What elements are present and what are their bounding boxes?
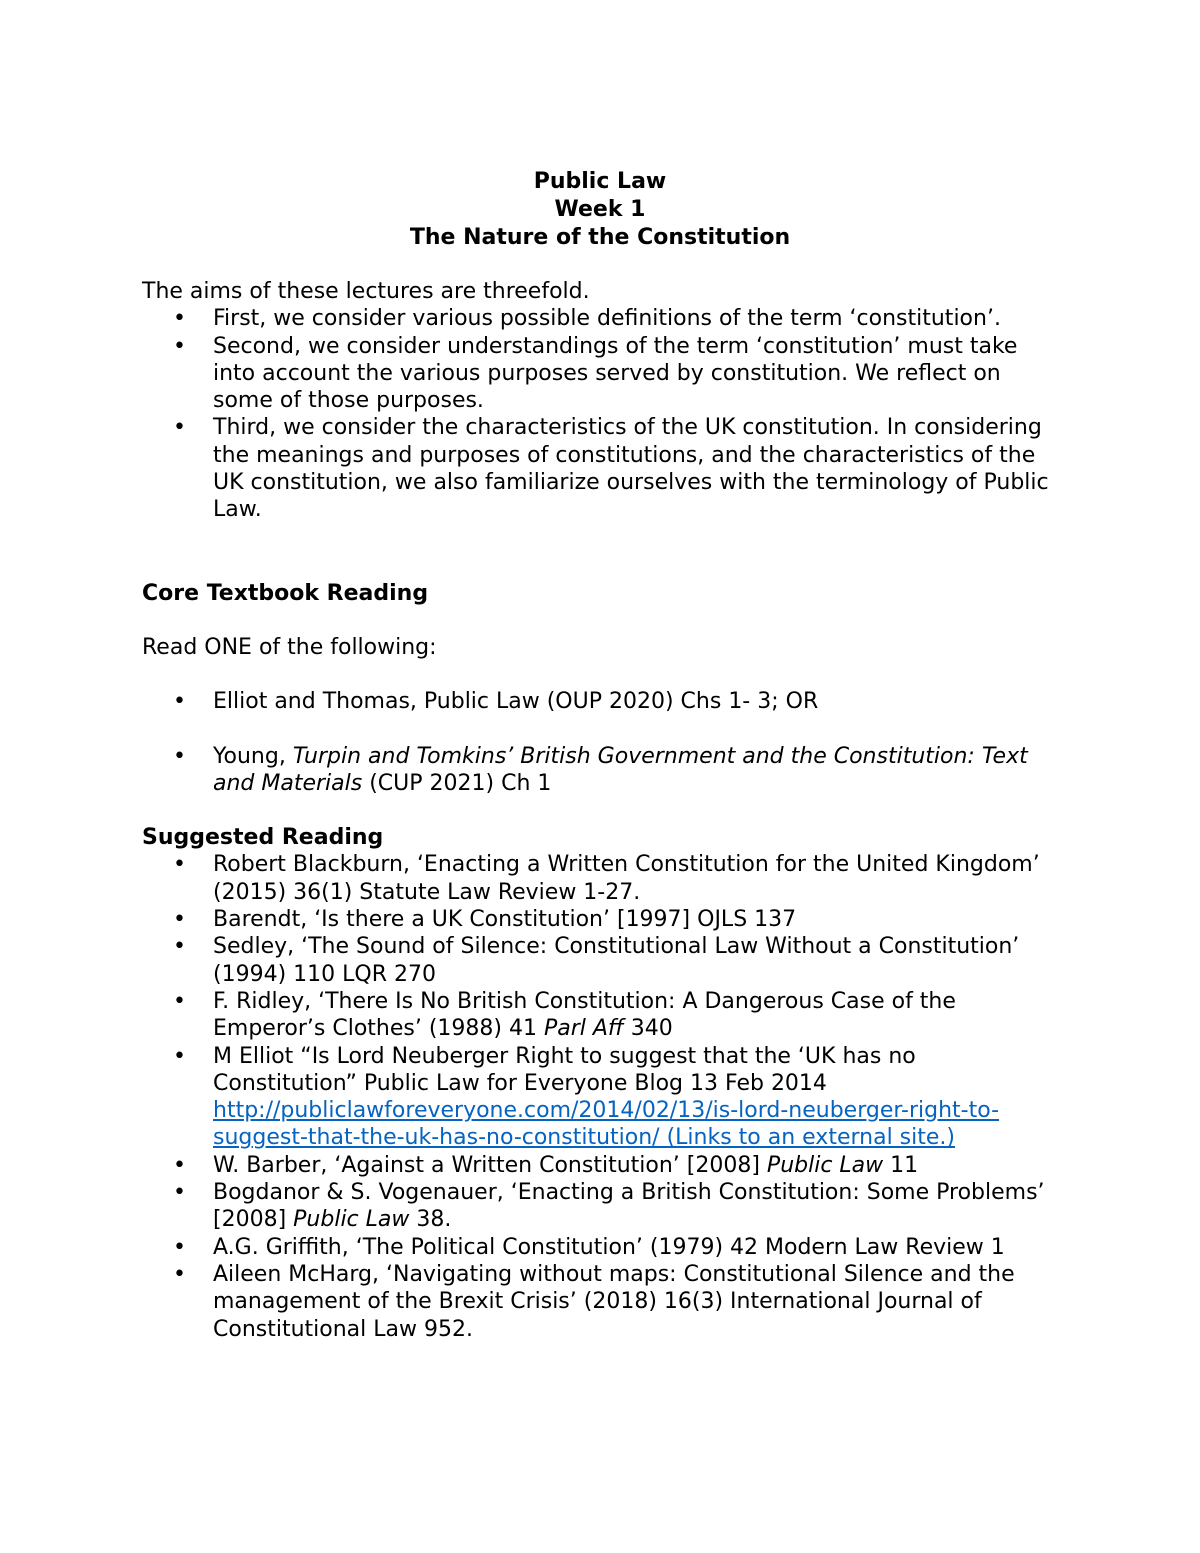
young-citation: (CUP 2021) Ch 1	[362, 770, 552, 796]
barber-journal: Public Law	[766, 1152, 884, 1178]
course-title: Public Law	[533, 169, 667, 194]
bogdanor-citation: Bogdanor & S. Vogenauer, ‘Enacting a British Constitution: Some Problems’ [2008]	[213, 1180, 1045, 1233]
core-reading-item-elliot-thomas: • Elliot and Thomas, Public Law (OUP 2020) Chs 1- 3; OR	[142, 688, 1062, 715]
suggested-item-ridley	[142, 988, 1062, 1043]
aims-intro: The aims of these lectures are threefold.	[142, 279, 590, 304]
topic-title: The Nature of the Constitution	[409, 225, 791, 250]
suggested-reading-heading: Suggested Reading	[142, 825, 384, 851]
barber-citation: W. Barber, ‘Against a Written Constitution’ [2008]	[213, 1152, 767, 1178]
core-reading-list	[142, 688, 1062, 715]
aims-list	[142, 305, 1062, 523]
suggested-item-sedley: • Sedley, ‘The Sound of Silence: Constitutional Law Without a Constitution’ (1994) 110 LQR 270	[142, 933, 1062, 988]
document-page	[142, 168, 1062, 1343]
suggested-item-elliot-blog	[142, 1043, 1062, 1152]
ridley-page: 340	[623, 1016, 673, 1042]
suggested-item-mcharg: • Aileen McHarg, ‘Navigating without maps: Constitutional Silence and the management of the Brexit Crisis’ (2018) 16(3) International Journal of Constitutional Law 952.	[142, 1261, 1062, 1343]
week-label: Week 1	[554, 197, 646, 222]
ridley-journal: Parl Aff	[543, 1016, 624, 1042]
suggested-item-bogdanor	[142, 1179, 1062, 1234]
suggested-item-barber	[142, 1152, 1062, 1179]
core-reading-heading: Core Textbook Reading	[142, 580, 429, 606]
suggested-item-blackburn: • Robert Blackburn, ‘Enacting a Written Constitution for the United Kingdom’ (2015) 36(1) Statute Law Review 1-27.	[142, 851, 1062, 906]
core-reading-item-young	[142, 743, 1062, 798]
suggested-item-barendt: • Barendt, ‘Is there a UK Constitution’ [1997] OJLS 137	[142, 906, 1062, 933]
core-reading-list-2	[142, 743, 1062, 798]
document-header	[142, 168, 1058, 252]
elliot-blog-link[interactable]: http://publiclawforeveryone.com/2014/02/13/is-lord-neuberger-right-to-suggest-that-the-uk-has-no-constitution/ (Links to an external site.)	[213, 1098, 1000, 1151]
bogdanor-page: 38.	[409, 1207, 452, 1233]
aims-item-third: • Third, we consider the characteristics of the UK constitution. In considering the meanings and purposes of constitutions, and the characteristics of the UK constitution, we also familiarize ourselves with the terminology of Public Law.	[142, 414, 1062, 523]
suggested-reading-list	[142, 851, 1062, 1342]
aims-item-second: • Second, we consider understandings of the term ‘constitution’ must take into account the various purposes served by constitution. We reflect on some of those purposes.	[142, 333, 1062, 415]
ridley-citation: F. Ridley, ‘There Is No British Constitution: A Dangerous Case of the Emperor’s Clothes’ (1988) 41	[213, 988, 956, 1042]
elliot-citation: M Elliot “Is Lord Neuberger Right to suggest that the ‘UK has no Constitution” Public Law for Everyone Blog 13 Feb 2014	[213, 1043, 916, 1096]
aims-item-first: • First, we consider various possible definitions of the term ‘constitution’.	[142, 305, 1062, 332]
bogdanor-journal: Public Law	[293, 1207, 410, 1233]
suggested-item-griffith: • A.G. Griffith, ‘The Political Constitution’ (1979) 42 Modern Law Review 1	[142, 1234, 1062, 1261]
barber-page: 11	[883, 1152, 919, 1178]
young-author: Young,	[213, 743, 293, 769]
core-reading-instruction: Read ONE of the following:	[142, 634, 437, 660]
young-book-title: Turpin and Tomkins’ British Government and the Constitution: Text and Materials	[213, 743, 1028, 796]
